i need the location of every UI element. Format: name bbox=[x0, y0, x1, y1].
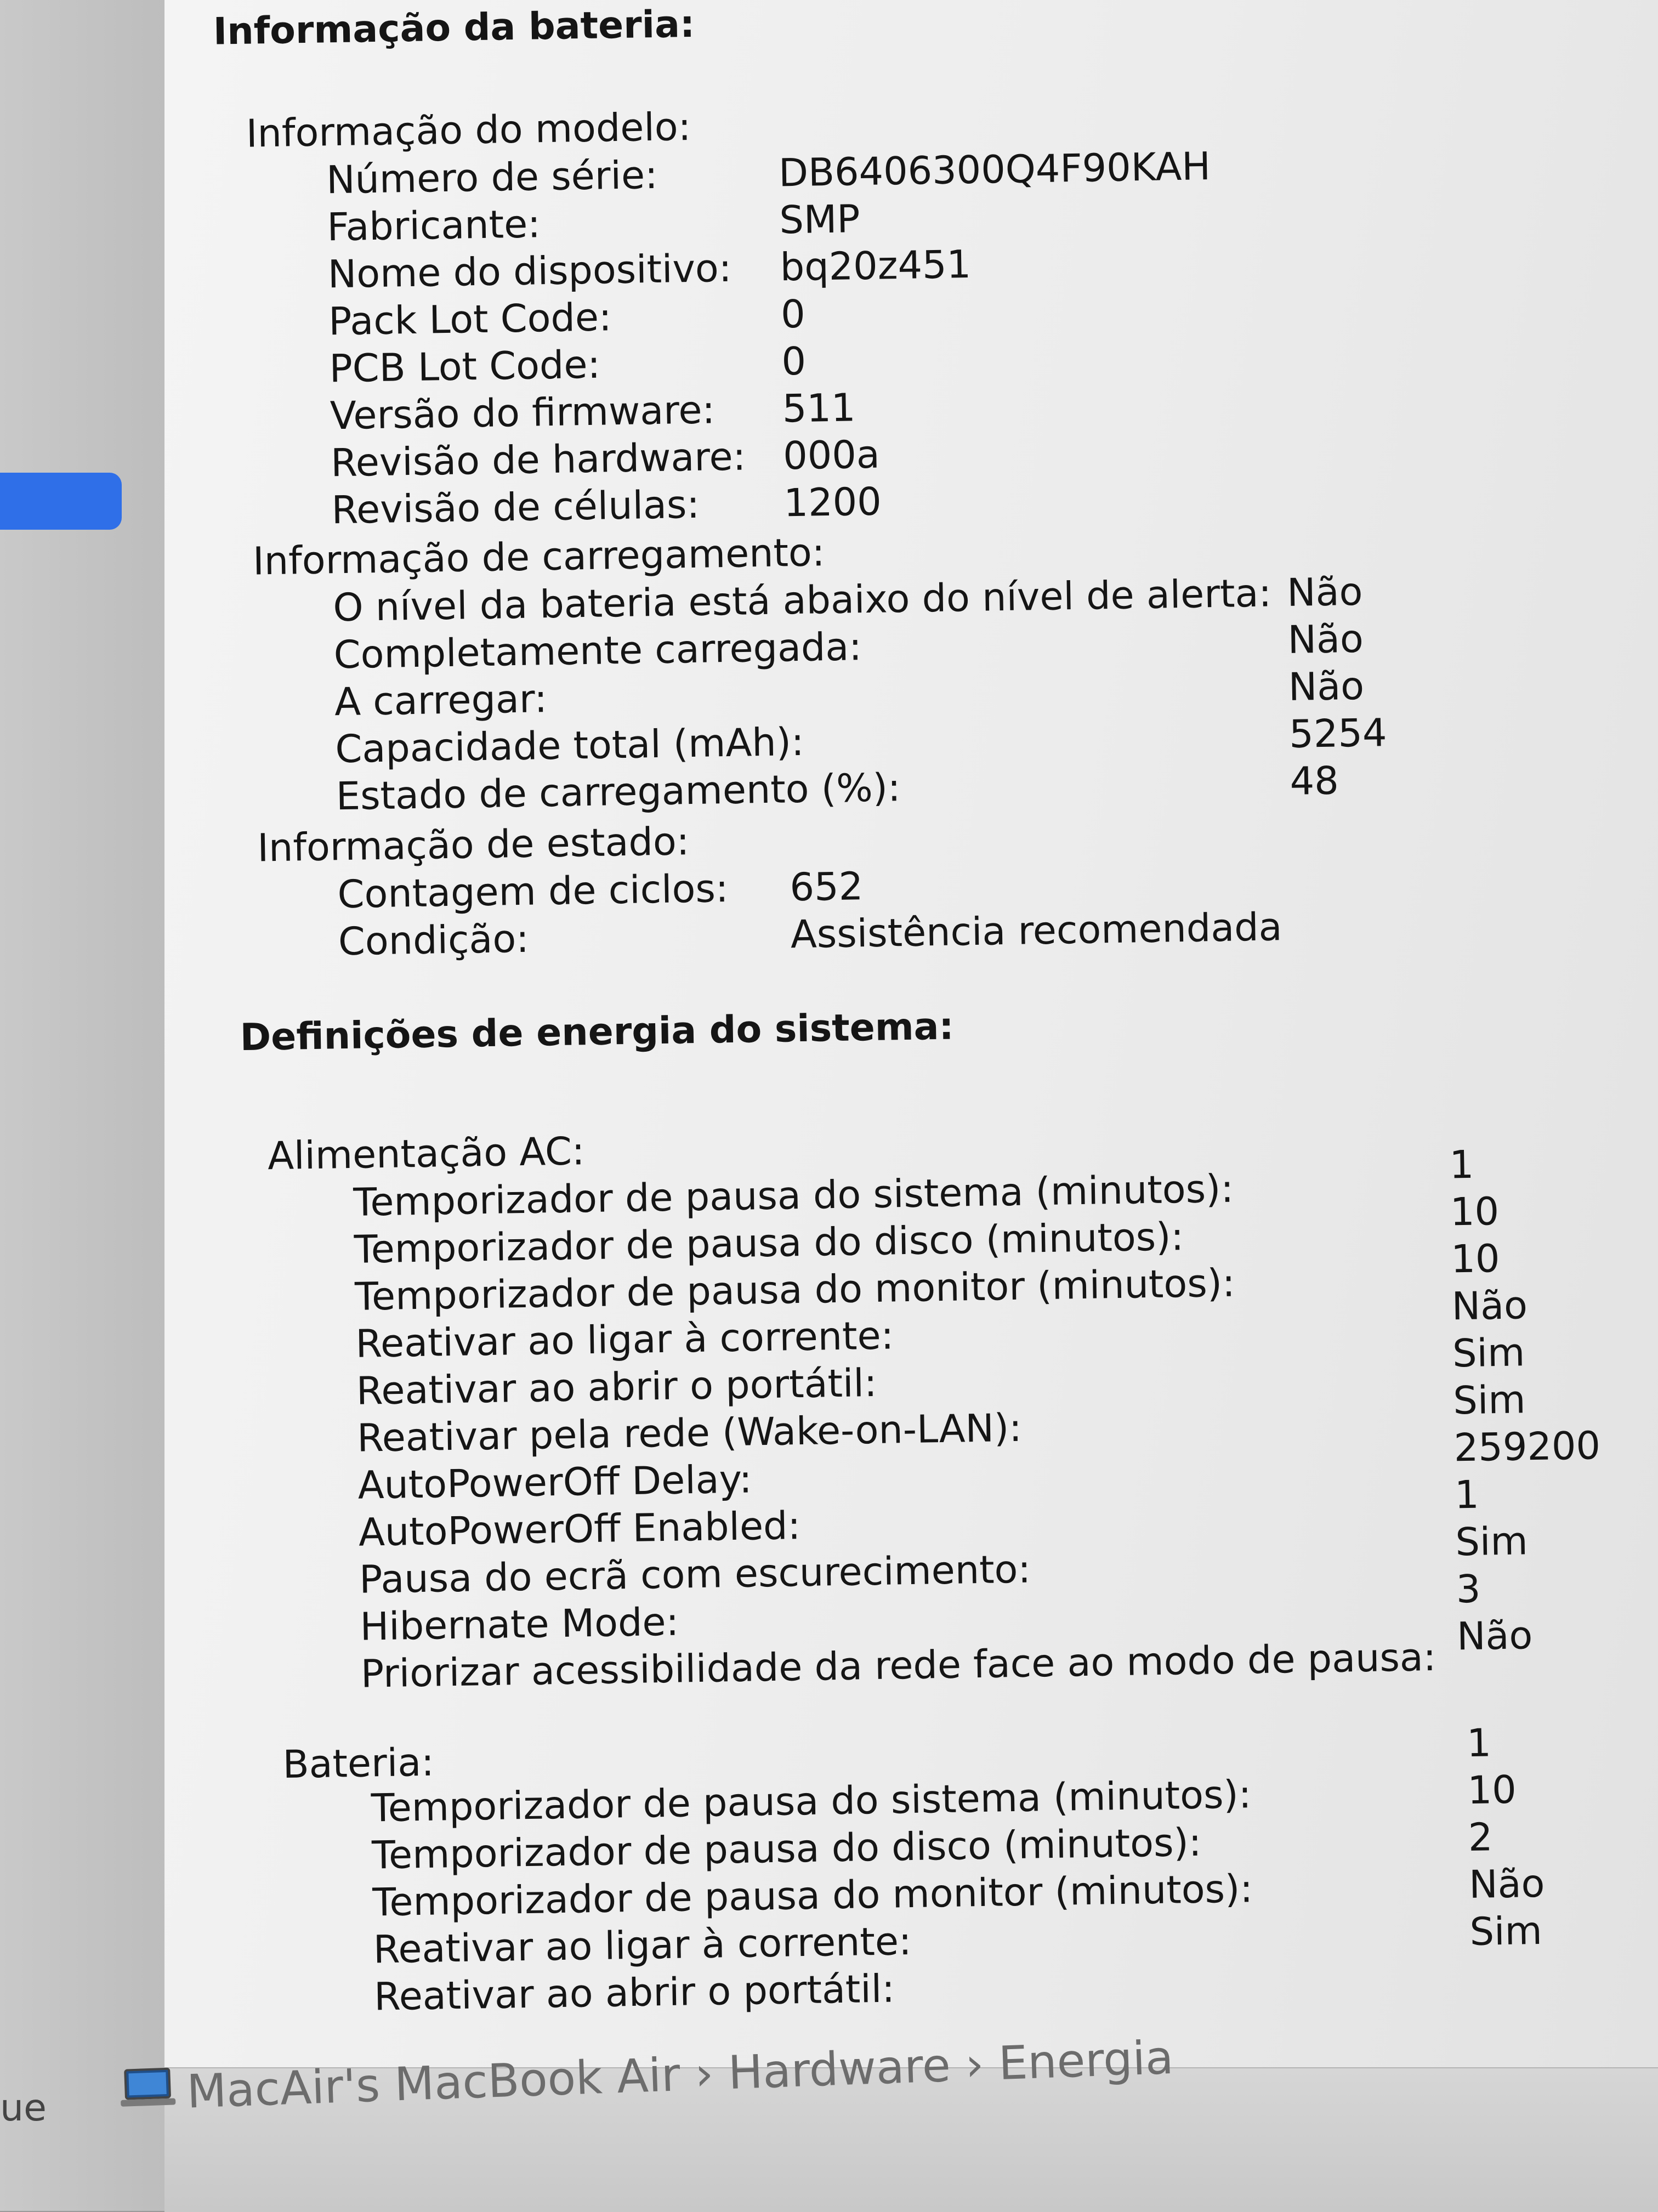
row-value: 3 bbox=[1456, 1566, 1481, 1612]
row-label: A carregar: bbox=[334, 676, 548, 725]
row-value: 5254 bbox=[1288, 710, 1388, 757]
row-label: PCB Lot Code: bbox=[328, 342, 601, 392]
row-value: DB6406300Q4F90KAH bbox=[778, 144, 1211, 196]
row-value: 10 bbox=[1450, 1189, 1500, 1235]
row-label: Capacidade total (mAh): bbox=[334, 719, 805, 772]
row-label: Temporizador de pausa do monitor (minutos): bbox=[372, 1866, 1253, 1925]
row-label: Reativar pela rede (Wake-on-LAN): bbox=[356, 1405, 1023, 1461]
group-label-charging-info: Informação de carregamento: bbox=[252, 530, 825, 584]
row-label: AutoPowerOff Delay: bbox=[357, 1456, 753, 1508]
row-value: Sim bbox=[1469, 1908, 1543, 1955]
group-label-battery: Bateria: bbox=[282, 1739, 435, 1788]
group-label-status-info: Informação de estado: bbox=[257, 819, 690, 871]
section-title-battery-info: Informação da bateria: bbox=[213, 2, 695, 54]
row-value: Assistência recomendada bbox=[790, 904, 1283, 957]
row-label: Reativar ao abrir o portátil: bbox=[356, 1360, 878, 1414]
sidebar bbox=[0, 0, 164, 2211]
row-value: 2 bbox=[1468, 1814, 1494, 1861]
row-label: Número de série: bbox=[326, 152, 658, 203]
row-value: 10 bbox=[1450, 1236, 1501, 1282]
row-value: 1 bbox=[1466, 1720, 1492, 1766]
row-value: 0 bbox=[781, 338, 807, 384]
group-label-model-info: Informação do modelo: bbox=[246, 104, 691, 156]
row-label: Condição: bbox=[338, 916, 530, 965]
row-label: Revisão de células: bbox=[331, 481, 700, 533]
row-label: Completamente carregada: bbox=[333, 624, 862, 678]
row-label: O nível da bateria está abaixo do nível de alerta: bbox=[332, 570, 1272, 631]
row-label: Reativar ao ligar à corrente: bbox=[355, 1313, 894, 1366]
row-label: Hibernate Mode: bbox=[359, 1599, 679, 1649]
row-value: 1200 bbox=[783, 479, 882, 526]
row-value: SMP bbox=[779, 196, 861, 243]
breadcrumb-computer[interactable]: MacAir's MacBook Air bbox=[186, 2047, 682, 2119]
row-label: Reativar ao ligar à corrente: bbox=[373, 1919, 912, 1972]
detail-pane bbox=[164, 0, 1658, 2067]
breadcrumb-separator: › bbox=[694, 2046, 714, 2101]
row-label: Temporizador de pausa do disco (minutos): bbox=[354, 1214, 1184, 1272]
row-label: Pausa do ecrã com escurecimento: bbox=[359, 1546, 1031, 1602]
row-label: Temporizador de pausa do sistema (minutos): bbox=[353, 1166, 1234, 1225]
row-value: Não bbox=[1451, 1283, 1528, 1329]
breadcrumb-separator: › bbox=[964, 2037, 985, 2092]
breadcrumb-hardware[interactable]: Hardware bbox=[727, 2038, 952, 2100]
row-value: 652 bbox=[789, 864, 864, 910]
group-label-ac-power: Alimentação AC: bbox=[267, 1128, 586, 1179]
row-value: Não bbox=[1287, 616, 1364, 662]
row-value: Sim bbox=[1452, 1377, 1526, 1423]
row-value: 0 bbox=[780, 291, 806, 337]
row-value: Não bbox=[1286, 569, 1363, 615]
row-value: Não bbox=[1456, 1613, 1533, 1659]
row-label: Contagem de ciclos: bbox=[337, 866, 729, 917]
row-label: Temporizador de pausa do sistema (minutos): bbox=[371, 1772, 1252, 1831]
row-label: Nome do dispositivo: bbox=[327, 245, 732, 297]
row-label: Pack Lot Code: bbox=[328, 294, 612, 344]
sidebar-selected-item[interactable] bbox=[0, 473, 122, 530]
row-value: 000a bbox=[782, 432, 881, 479]
sidebar-item-partial-label: ue bbox=[0, 2086, 47, 2130]
row-label: Temporizador de pausa do monitor (minutos): bbox=[354, 1260, 1236, 1319]
breadcrumb-energy[interactable]: Energia bbox=[997, 2030, 1174, 2090]
row-label: Estado de carregamento (%): bbox=[336, 765, 901, 819]
row-value: Sim bbox=[1452, 1330, 1525, 1376]
row-value: 1 bbox=[1449, 1142, 1474, 1188]
section-title-power-settings: Definições de energia do sistema: bbox=[240, 1005, 955, 1060]
row-label: Versão do firmware: bbox=[330, 387, 716, 439]
row-label: Priorizar acessibilidade da rede face ao modo de pausa: bbox=[360, 1634, 1436, 1697]
row-label: Fabricante: bbox=[326, 201, 541, 250]
row-label: Temporizador de pausa do disco (minutos): bbox=[371, 1819, 1202, 1878]
row-label: AutoPowerOff Enabled: bbox=[358, 1503, 801, 1555]
info-tree bbox=[164, 0, 1658, 2062]
row-value: Não bbox=[1468, 1861, 1546, 1908]
row-value: bq20z451 bbox=[780, 241, 972, 290]
row-value: 259200 bbox=[1453, 1423, 1601, 1471]
row-value: 10 bbox=[1467, 1767, 1517, 1813]
row-value: 1 bbox=[1454, 1472, 1480, 1518]
row-value: 511 bbox=[782, 385, 856, 432]
row-label: Reativar ao abrir o portátil: bbox=[373, 1966, 895, 2020]
row-value: 48 bbox=[1289, 758, 1339, 804]
laptop-icon bbox=[118, 2065, 177, 2121]
row-value: Não bbox=[1288, 663, 1365, 710]
row-value: Sim bbox=[1455, 1518, 1529, 1565]
row-label: Revisão de hardware: bbox=[330, 434, 746, 486]
